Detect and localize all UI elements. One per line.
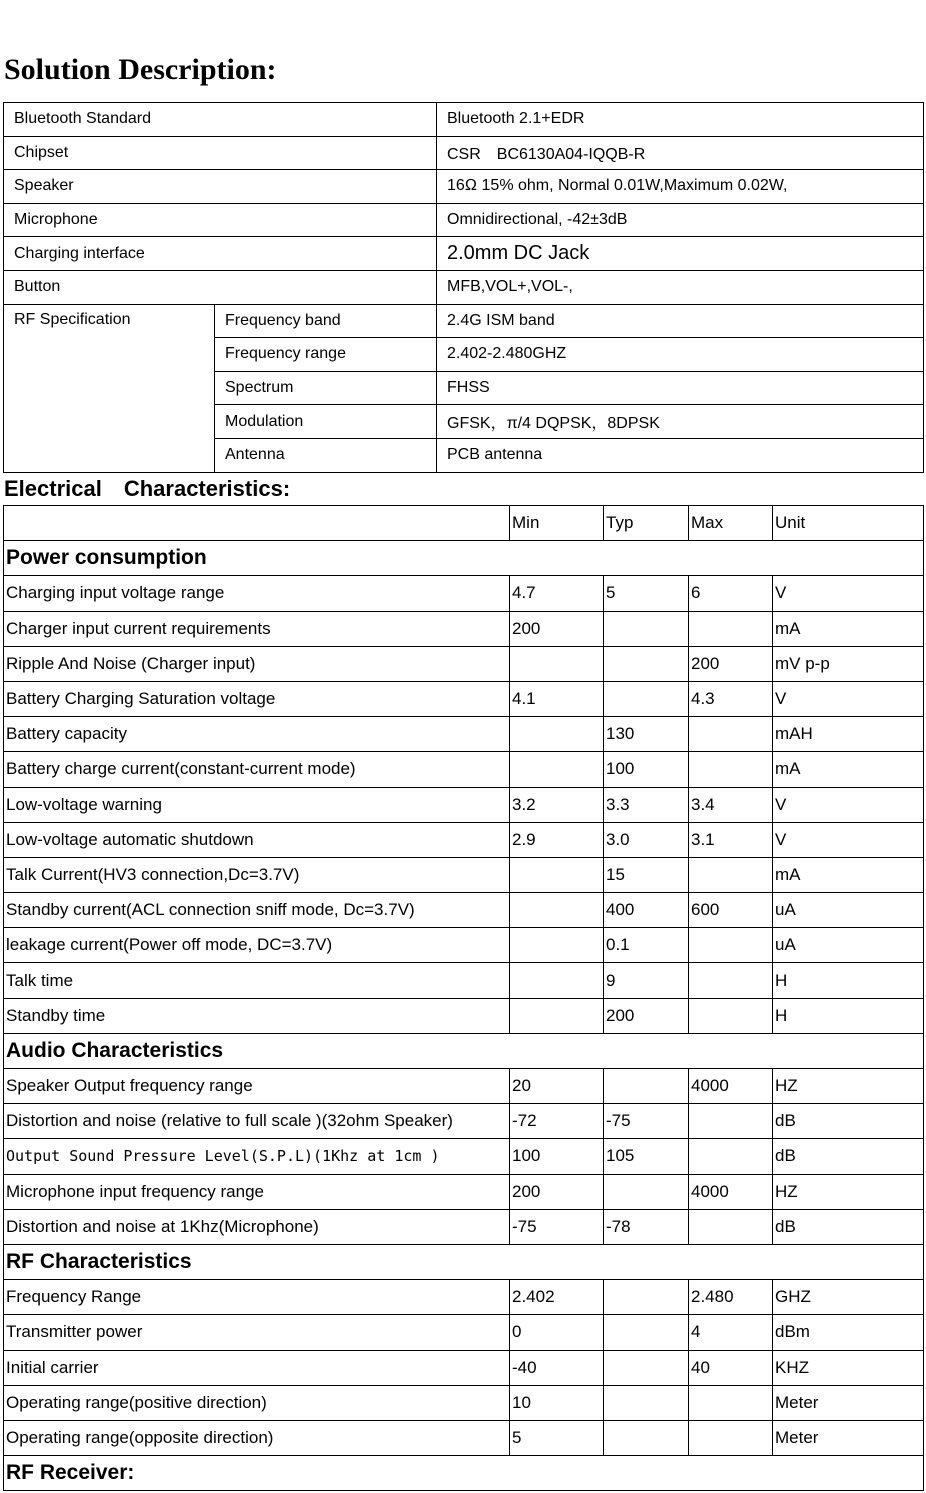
- cell-typ: -78: [604, 1209, 689, 1244]
- section-title: RF Characteristics: [4, 1244, 924, 1279]
- cell-param: Battery Charging Saturation voltage: [4, 681, 510, 716]
- cell-unit: H: [773, 998, 924, 1033]
- cell-param: Battery charge current(constant-current mode): [4, 752, 510, 787]
- cell-typ: 5: [604, 576, 689, 611]
- cell-typ: -75: [604, 1104, 689, 1139]
- table-row: [4, 646, 924, 681]
- cell-typ: 15: [604, 857, 689, 892]
- cell-min: -72: [510, 1104, 604, 1139]
- cell-unit: dBm: [773, 1315, 924, 1350]
- section-header-row: [4, 1033, 924, 1068]
- cell-min: [510, 717, 604, 752]
- table-header-row: [4, 506, 924, 541]
- cell-max: 40: [689, 1350, 773, 1385]
- cell-min: 0: [510, 1315, 604, 1350]
- cell-min: [510, 646, 604, 681]
- electrical-characteristics-heading: Electrical Characteristics:: [4, 476, 291, 501]
- cell-typ: [604, 1350, 689, 1385]
- spec-value: Omnidirectional, -42±3dB: [437, 203, 924, 237]
- cell-min: -40: [510, 1350, 604, 1385]
- section-title: Power consumption: [4, 541, 924, 576]
- cell-param: leakage current(Power off mode, DC=3.7V): [4, 928, 510, 963]
- cell-max: [689, 1385, 773, 1420]
- cell-typ: 3.0: [604, 822, 689, 857]
- cell-min: 4.7: [510, 576, 604, 611]
- spec-row-rf-frequency-band: [4, 304, 924, 338]
- column-header-parameter: [4, 506, 510, 541]
- cell-unit: mAH: [773, 717, 924, 752]
- cell-max: 4000: [689, 1069, 773, 1104]
- table-row: [4, 893, 924, 928]
- electrical-table-body: [4, 541, 924, 1491]
- cell-param: Initial carrier: [4, 1350, 510, 1385]
- table-row: [4, 787, 924, 822]
- cell-min: 2.9: [510, 822, 604, 857]
- spec-label: Charging interface: [4, 237, 437, 271]
- electrical-characteristics-table: [3, 505, 924, 1491]
- cell-unit: Meter: [773, 1420, 924, 1455]
- section-header-row: [4, 1456, 924, 1491]
- spec-label: Microphone: [4, 203, 437, 237]
- rf-sub-value: 2.402-2.480GHZ: [437, 338, 924, 372]
- cell-param: Operating range(positive direction): [4, 1385, 510, 1420]
- cell-param: Talk Current(HV3 connection,Dc=3.7V): [4, 857, 510, 892]
- cell-unit: mA: [773, 752, 924, 787]
- cell-max: [689, 752, 773, 787]
- cell-unit: V: [773, 681, 924, 716]
- table-row: [4, 1385, 924, 1420]
- cell-param: Charging input voltage range: [4, 576, 510, 611]
- spec-label: Speaker: [4, 170, 437, 204]
- rf-sub-label: Frequency range: [215, 338, 437, 372]
- cell-typ: 0.1: [604, 928, 689, 963]
- cell-min: [510, 998, 604, 1033]
- cell-param: Low-voltage automatic shutdown: [4, 822, 510, 857]
- cell-max: 200: [689, 646, 773, 681]
- cell-unit: HZ: [773, 1069, 924, 1104]
- cell-typ: 100: [604, 752, 689, 787]
- table-row: [4, 1139, 924, 1174]
- cell-param: Transmitter power: [4, 1315, 510, 1350]
- cell-param: Battery capacity: [4, 717, 510, 752]
- cell-max: [689, 857, 773, 892]
- rf-specification-label: RF Specification: [4, 304, 215, 472]
- cell-typ: 130: [604, 717, 689, 752]
- cell-unit: KHZ: [773, 1350, 924, 1385]
- cell-max: 600: [689, 893, 773, 928]
- cell-unit: dB: [773, 1104, 924, 1139]
- cell-min: 10: [510, 1385, 604, 1420]
- cell-typ: [604, 611, 689, 646]
- cell-unit: Meter: [773, 1385, 924, 1420]
- section-title: RF Receiver:: [4, 1456, 924, 1491]
- cell-param: Output Sound Pressure Level(S.P.L)(1Khz at 1cm ): [4, 1139, 510, 1174]
- section-title: Audio Characteristics: [4, 1033, 924, 1068]
- cell-min: [510, 752, 604, 787]
- cell-typ: [604, 681, 689, 716]
- cell-max: [689, 717, 773, 752]
- spec-value: 16Ω 15% ohm, Normal 0.01W,Maximum 0.02W,: [437, 170, 924, 204]
- cell-param: Talk time: [4, 963, 510, 998]
- page-title: Solution Description:: [4, 53, 277, 86]
- cell-param: Ripple And Noise (Charger input): [4, 646, 510, 681]
- cell-max: 3.1: [689, 822, 773, 857]
- cell-unit: mV p-p: [773, 646, 924, 681]
- table-row: [4, 752, 924, 787]
- spec-row-button: [4, 270, 924, 304]
- cell-min: [510, 893, 604, 928]
- cell-typ: [604, 1174, 689, 1209]
- cell-max: [689, 611, 773, 646]
- cell-max: [689, 1104, 773, 1139]
- cell-param: Operating range(opposite direction): [4, 1420, 510, 1455]
- cell-min: [510, 963, 604, 998]
- solution-spec-table: [3, 102, 924, 473]
- spec-row-charging-interface: [4, 237, 924, 271]
- cell-unit: dB: [773, 1209, 924, 1244]
- rf-sub-label: Antenna: [215, 438, 437, 472]
- cell-unit: mA: [773, 611, 924, 646]
- spec-value: CSR BC6130A04-IQQB-R: [437, 136, 924, 170]
- cell-max: [689, 1139, 773, 1174]
- table-row: [4, 681, 924, 716]
- cell-min: [510, 928, 604, 963]
- cell-max: [689, 1209, 773, 1244]
- cell-max: 3.4: [689, 787, 773, 822]
- cell-unit: HZ: [773, 1174, 924, 1209]
- cell-param: Low-voltage warning: [4, 787, 510, 822]
- cell-param: Standby time: [4, 998, 510, 1033]
- section-header-row: [4, 1244, 924, 1279]
- cell-min: [510, 857, 604, 892]
- table-row: [4, 928, 924, 963]
- cell-min: 3.2: [510, 787, 604, 822]
- rf-sub-value: FHSS: [437, 371, 924, 405]
- spec-row-speaker: [4, 170, 924, 204]
- cell-unit: GHZ: [773, 1280, 924, 1315]
- rf-sub-label: Modulation: [215, 405, 437, 439]
- table-row: [4, 611, 924, 646]
- cell-max: 2.480: [689, 1280, 773, 1315]
- cell-min: 5: [510, 1420, 604, 1455]
- table-row: [4, 1104, 924, 1139]
- cell-typ: 9: [604, 963, 689, 998]
- cell-param: Speaker Output frequency range: [4, 1069, 510, 1104]
- cell-unit: V: [773, 787, 924, 822]
- cell-max: [689, 1420, 773, 1455]
- cell-typ: [604, 1420, 689, 1455]
- rf-sub-value: GFSK，π/4 DQPSK，8DPSK: [437, 405, 924, 439]
- cell-typ: 200: [604, 998, 689, 1033]
- cell-param: Distortion and noise (relative to full scale )(32ohm Speaker): [4, 1104, 510, 1139]
- table-row: [4, 998, 924, 1033]
- rf-sub-label: Frequency band: [215, 304, 437, 338]
- spec-row-chipset: [4, 136, 924, 170]
- table-row: [4, 576, 924, 611]
- table-row: [4, 963, 924, 998]
- table-row: [4, 1350, 924, 1385]
- cell-max: 4.3: [689, 681, 773, 716]
- cell-min: 100: [510, 1139, 604, 1174]
- spec-value: Bluetooth 2.1+EDR: [437, 103, 924, 137]
- cell-typ: 3.3: [604, 787, 689, 822]
- spec-value: MFB,VOL+,VOL-,: [437, 270, 924, 304]
- cell-unit: H: [773, 963, 924, 998]
- cell-typ: [604, 1315, 689, 1350]
- cell-min: 200: [510, 611, 604, 646]
- table-row: [4, 1174, 924, 1209]
- spec-label: Button: [4, 270, 437, 304]
- cell-param: Charger input current requirements: [4, 611, 510, 646]
- rf-sub-value: PCB antenna: [437, 438, 924, 472]
- table-row: [4, 1280, 924, 1315]
- cell-unit: V: [773, 576, 924, 611]
- cell-typ: [604, 1385, 689, 1420]
- cell-min: 4.1: [510, 681, 604, 716]
- cell-typ: [604, 646, 689, 681]
- spec-value: 2.0mm DC Jack: [437, 237, 924, 271]
- cell-min: -75: [510, 1209, 604, 1244]
- cell-param: Standby current(ACL connection sniff mode, Dc=3.7V): [4, 893, 510, 928]
- cell-unit: mA: [773, 857, 924, 892]
- column-header-typ: Typ: [604, 506, 689, 541]
- cell-max: [689, 998, 773, 1033]
- cell-min: 200: [510, 1174, 604, 1209]
- table-row: [4, 1209, 924, 1244]
- cell-typ: [604, 1280, 689, 1315]
- spec-label: Bluetooth Standard: [4, 103, 437, 137]
- cell-param: Microphone input frequency range: [4, 1174, 510, 1209]
- table-row: [4, 717, 924, 752]
- cell-typ: 105: [604, 1139, 689, 1174]
- spec-row-bluetooth-standard: [4, 103, 924, 137]
- table-row: [4, 1069, 924, 1104]
- cell-param: Frequency Range: [4, 1280, 510, 1315]
- cell-unit: uA: [773, 928, 924, 963]
- table-row: [4, 822, 924, 857]
- cell-max: 4: [689, 1315, 773, 1350]
- column-header-unit: Unit: [773, 506, 924, 541]
- column-header-min: Min: [510, 506, 604, 541]
- section-header-row: [4, 541, 924, 576]
- column-header-max: Max: [689, 506, 773, 541]
- cell-min: 2.402: [510, 1280, 604, 1315]
- spec-label: Chipset: [4, 136, 437, 170]
- cell-max: [689, 928, 773, 963]
- cell-typ: 400: [604, 893, 689, 928]
- rf-sub-value: 2.4G ISM band: [437, 304, 924, 338]
- cell-max: [689, 963, 773, 998]
- cell-param: Distortion and noise at 1Khz(Microphone): [4, 1209, 510, 1244]
- cell-max: 4000: [689, 1174, 773, 1209]
- spec-row-microphone: [4, 203, 924, 237]
- cell-unit: uA: [773, 893, 924, 928]
- cell-max: 6: [689, 576, 773, 611]
- rf-sub-label: Spectrum: [215, 371, 437, 405]
- cell-min: 20: [510, 1069, 604, 1104]
- cell-unit: V: [773, 822, 924, 857]
- cell-typ: [604, 1069, 689, 1104]
- table-row: [4, 857, 924, 892]
- cell-unit: dB: [773, 1139, 924, 1174]
- table-row: [4, 1420, 924, 1455]
- table-row: [4, 1315, 924, 1350]
